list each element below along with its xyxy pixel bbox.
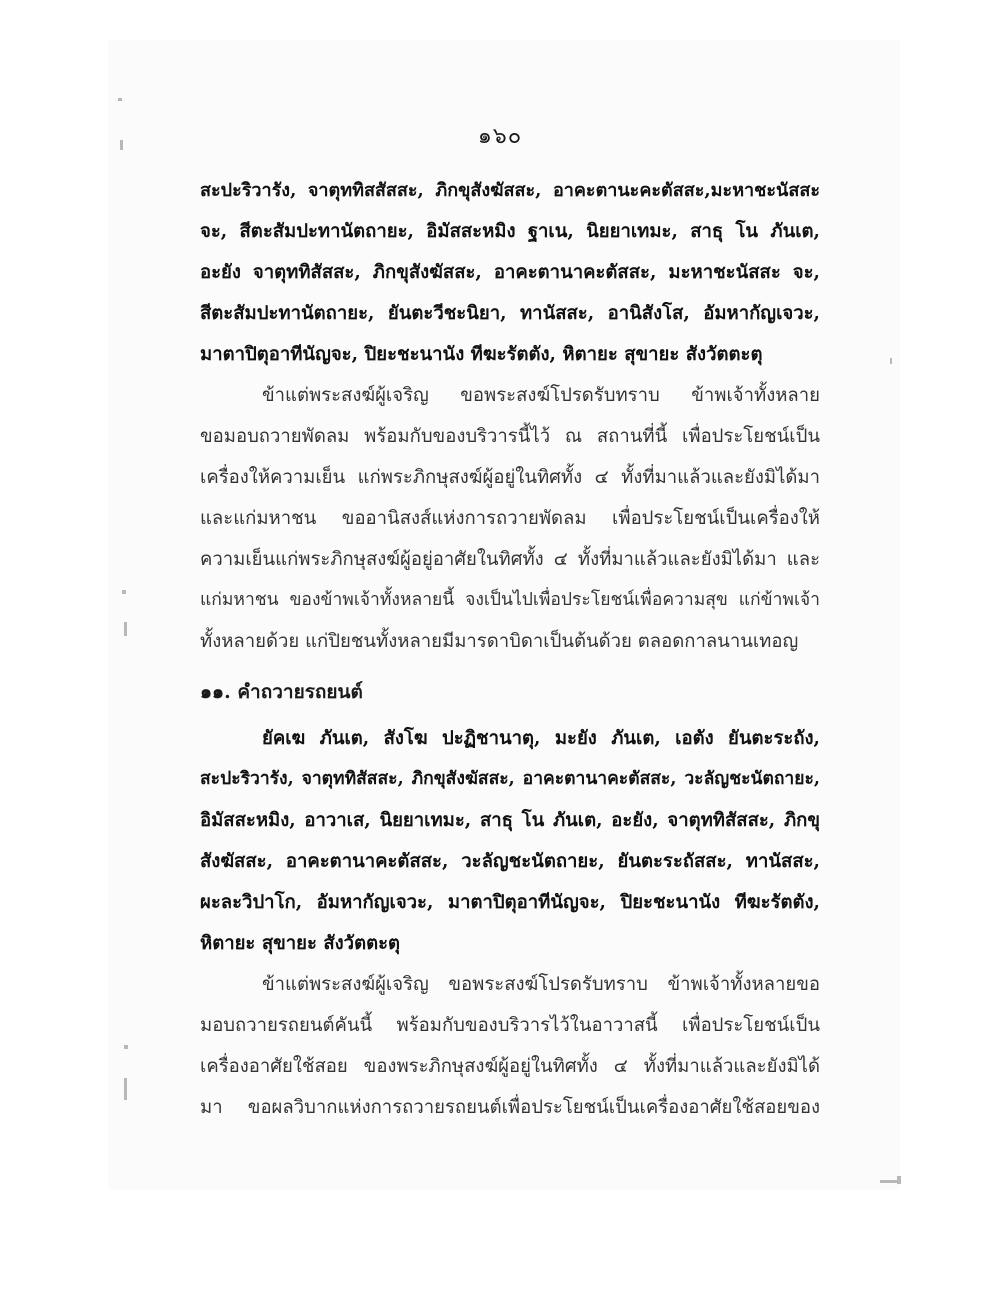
translation-line: ข้าแต่พระสงฆ์ผู้เจริญ ขอพระสงฆ์โปรดรับทราบ ข้าพเจ้าทั้งหลายขอ <box>262 974 820 995</box>
scan-speck <box>890 358 892 364</box>
chant-line: สะปะริวารัง, จาตุททิสัสสะ, ภิกขุสังฆัสสะ, อาคะตานาคะตัสสะ, วะลัญชะนัตถายะ, <box>200 769 820 789</box>
translation-line: ข้าแต่พระสงฆ์ผู้เจริญ ขอพระสงฆ์โปรดรับทราบ ข้าพเจ้าทั้งหลาย <box>262 385 820 406</box>
translation-line: แก่มหาชน ของข้าพเจ้าทั้งหลายนี้ จงเป็นไปเพื่อประโยชน์เพื่อความสุข แก่ข้าพเจ้า <box>200 590 820 610</box>
chant-line: ยัคเฆ ภันเต, สังโฆ ปะฏิชานาตุ, มะยัง ภันเต, เอตัง ยันตะระถัง, <box>262 728 820 749</box>
translation-line: ความเย็นแก่พระภิกษุสงฆ์ผู้อยู่อาศัยในทิศทั้ง ๔ ทั้งที่มาแล้วและยังมิได้มา และ <box>200 549 820 570</box>
chant-line: อะยัง จาตุททิสัสสะ, ภิกขุสังฆัสสะ, อาคะตานาคะตัสสะ, มะหาชะนัสสะ จะ, <box>200 262 820 283</box>
chant-line: สะปะริวารัง, จาตุททิสสัสสะ, ภิกขุสังฆัสสะ, อาคะตานะคะตัสสะ,มะหาชะนัสสะ <box>200 180 820 201</box>
translation-line: มอบถวายรถยนต์คันนี้ พร้อมกับของบริวารไว้ในอาวาสนี้ เพื่อประโยชน์เป็น <box>200 1015 820 1036</box>
chant-line: อิมัสสะหมิง, อาวาเส, นิยยาเทมะ, สาธุ โน ภันเต, อะยัง, จาตุททิสัสสะ, ภิกขุ <box>200 810 820 831</box>
chant-line: สังฆัสสะ, อาคะตานาคะตัสสะ, วะลัญชะนัตถายะ, ยันตะระถัสสะ, ทานัสสะ, <box>200 851 820 872</box>
fan-offering-translation <box>200 375 820 662</box>
chant-line: หิตายะ สุขายะ สังวัตตะตุ <box>200 933 401 954</box>
translation-line: และแก่มหาชน ขออานิสงส์แห่งการถวายพัดลม เพื่อประโยชน์เป็นเครื่องให้ <box>200 508 820 529</box>
scan-speck <box>880 1180 898 1183</box>
car-offering-chant <box>200 718 820 964</box>
chant-line: ผะละวิปาโก, อัมหากัญเจวะ, มาตาปิตุอาทีนัญจะ, ปิยะชะนานัง ทีฆะรัตตัง, <box>200 892 820 913</box>
fan-offering-chant <box>200 170 820 375</box>
translation-line: เครื่องให้ความเย็น แก่พระภิกษุสงฆ์ผู้อยู่ในทิศทั้ง ๔ ทั้งที่มาแล้วและยังมิได้มา <box>200 467 820 488</box>
section-heading: ๑๑. คำถวายรถยนต์ <box>200 681 363 703</box>
scan-speck <box>122 590 126 594</box>
scan-speck <box>124 622 127 636</box>
translation-line: เครื่องอาศัยใช้สอย ของพระภิกษุสงฆ์ผู้อยู่ในทิศทั้ง ๔ ทั้งที่มาแล้วและยังมิได้ <box>200 1056 820 1077</box>
car-offering-translation <box>200 964 820 1128</box>
chant-line: จะ, สีตะสัมปะทานัตถายะ, อิมัสสะหมิง ฐาเน, นิยยาเทมะ, สาธุ โน ภันเต, <box>200 221 820 242</box>
page-number: ๑๖๐ <box>477 124 523 149</box>
scan-speck <box>118 98 122 101</box>
translation-line: มา ขอผลวิบากแห่งการถวายรถยนต์เพื่อประโยชน์เป็นเครื่องอาศัยใช้สอยของ <box>200 1097 820 1118</box>
scan-speck <box>124 1045 128 1049</box>
translation-line: ทั้งหลายด้วย แก่ปิยชนทั้งหลายมีมารดาบิดาเป็นต้นด้วย ตลอดกาลนานเทอญ <box>200 631 799 652</box>
translation-line: ขอมอบถวายพัดลม พร้อมกับของบริวารนี้ไว้ ณ สถานที่นี้ เพื่อประโยชน์เป็น <box>200 426 820 447</box>
chant-line: มาตาปิตุอาทีนัญจะ, ปิยะชะนานัง ทีฆะรัตตัง, หิตายะ สุขายะ สังวัตตะตุ <box>200 344 763 365</box>
chant-line: สีตะสัมปะทานัตถายะ, ยันตะวีชะนิยา, ทานัสสะ, อานิสังโส, อัมหากัญเจวะ, <box>200 303 820 324</box>
scan-speck <box>124 1078 127 1100</box>
document-body <box>200 170 820 1128</box>
scan-speck <box>897 1176 901 1184</box>
